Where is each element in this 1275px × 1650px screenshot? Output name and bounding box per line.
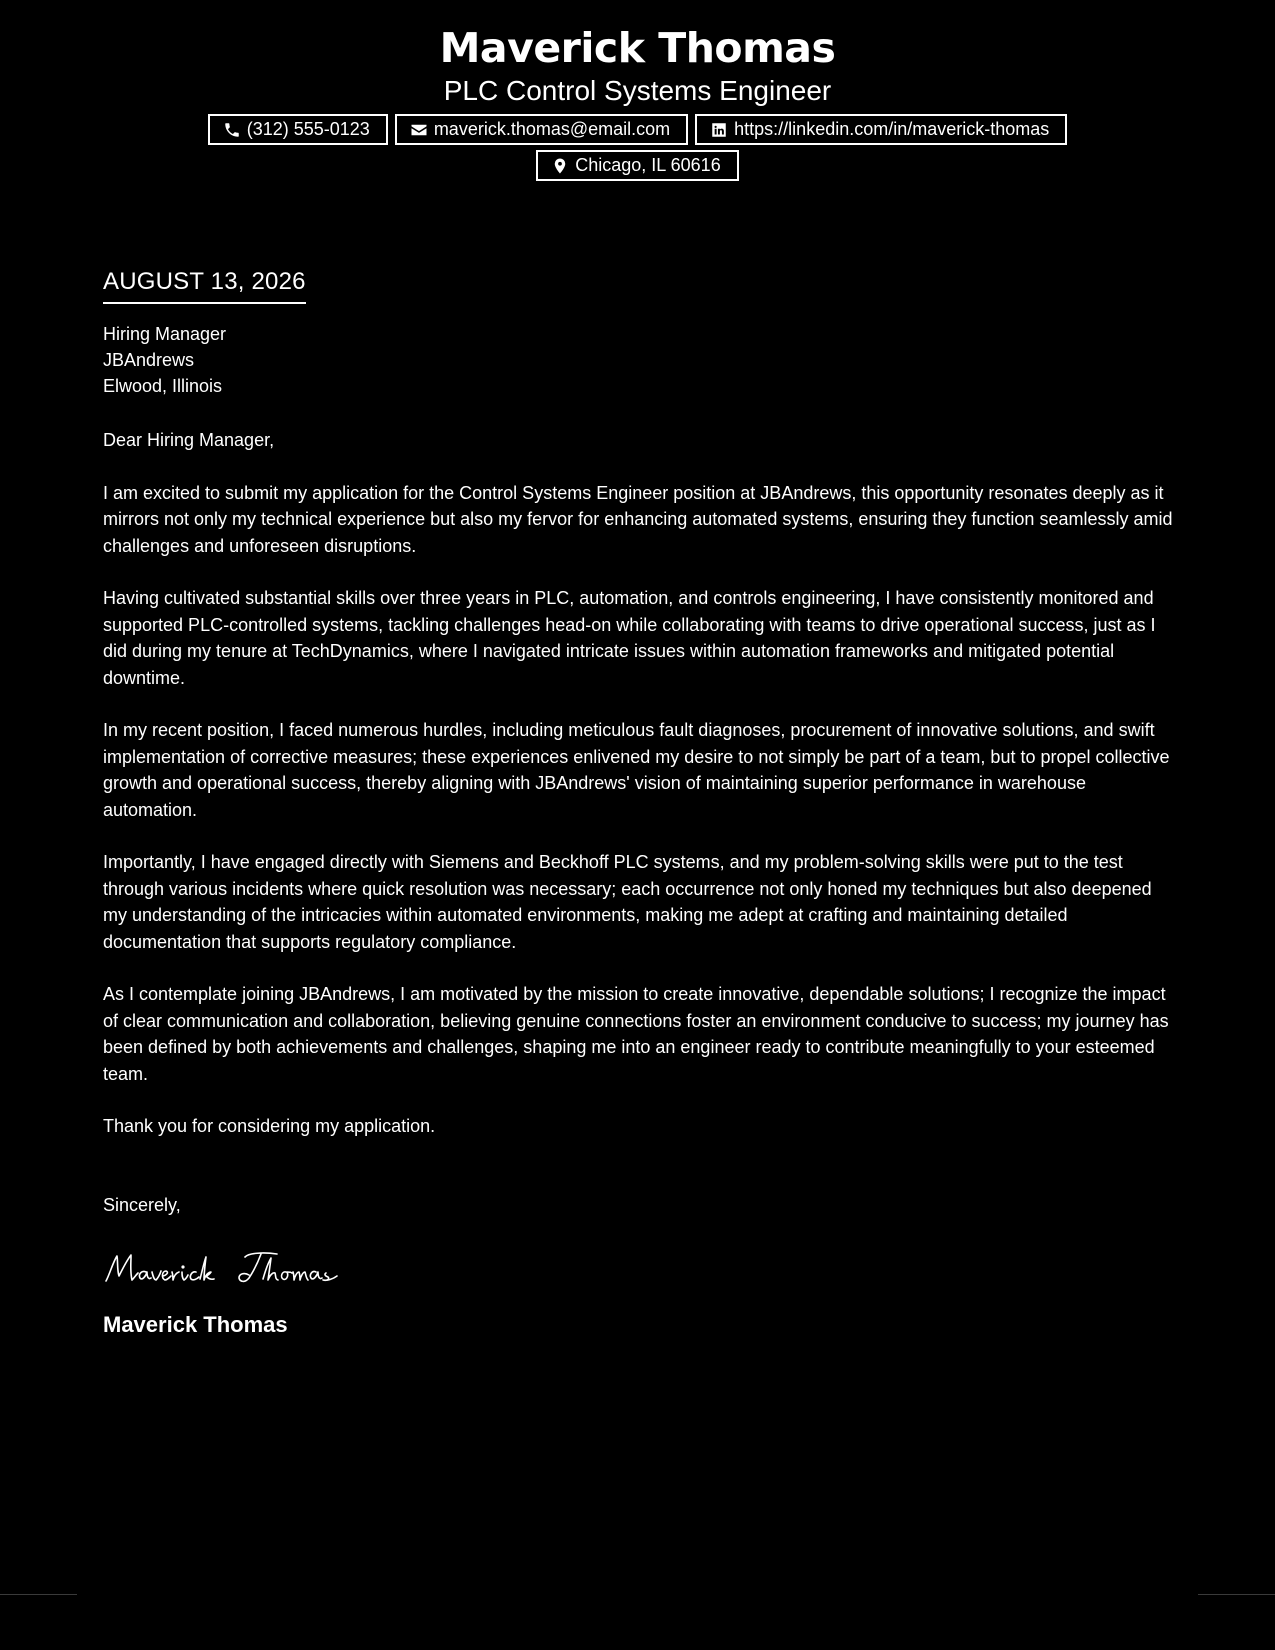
recipient-location: Elwood, Illinois [103,376,223,396]
letter-header [0,22,1275,181]
handwritten-signature [103,1248,365,1288]
applicant-name: Maverick Thomas [439,24,836,72]
recipient-block [103,321,1175,399]
paragraph: Importantly, I have engaged directly with Siemens and Beckhoff PLC systems, and my problem-solving skills were put to the test through various incidents where quick resolution was necessary; each occurrence not only honed my techniques but also deepened my understanding of the intricacies within automated environments, making me adept at crafting and maintaining detailed documentation that supports regulatory compliance. [103,852,1152,952]
envelope-icon [410,121,428,139]
footer-divider-left [0,1594,77,1595]
email-chip[interactable] [395,114,688,145]
location-chip [536,150,738,181]
linkedin-text: https://linkedin.com/in/maverick-thomas [734,119,1050,139]
contact-row-primary [0,114,1275,145]
signer-name: Maverick Thomas [103,1312,288,1337]
contact-row-secondary [0,150,1275,181]
phone-chip[interactable] [208,114,388,145]
recipient-company: JBAndrews [103,350,195,370]
footer-divider-right [1198,1594,1275,1595]
paragraph: Having cultivated substantial skills over three years in PLC, automation, and controls engineering, I have consistently monitored and supported PLC-controlled systems, tackling challenges head-on while collaborating with teams to drive operational success, just as I did during my tenure at TechDynamics, where I navigated intricate issues within automation frameworks and mitigated potential downtime. [103,588,1156,688]
linkedin-chip[interactable] [695,114,1067,145]
phone-text: (312) 555-0123 [246,119,370,139]
recipient-name: Hiring Manager [103,324,227,344]
signoff: Sincerely, [103,1194,181,1215]
closing-thanks: Thank you for considering my application. [103,1116,436,1136]
salutation: Dear Hiring Manager, [103,430,275,450]
map-pin-icon [551,157,569,175]
applicant-title: PLC Control Systems Engineer [443,75,832,106]
linkedin-icon [710,121,728,139]
phone-icon [223,121,241,139]
paragraph: As I contemplate joining JBAndrews, I am motivated by the mission to create innovative, dependable solutions; I recognize the impact of clear communication and collaboration, believing genuine connections foster an environment conducive to success; my journey has been defined by both achievements and challenges, shaping me into an engineer ready to contribute meaningfully to your esteemed team. [103,984,1169,1084]
letter-body [103,264,1175,1340]
location-text: Chicago, IL 60616 [575,155,721,175]
paragraph: In my recent position, I faced numerous hurdles, including meticulous fault diagnoses, procurement of innovative solutions, and swift implementation of corrective measures; these experiences enlivened my desire to not simply be part of a team, but to propel collective growth and operational success, thereby aligning with JBAndrews' vision of maintaining superior performance in warehouse automation. [103,720,1170,820]
paragraph: I am excited to submit my application for the Control Systems Engineer position at JBAndrews, this opportunity resonates deeply as it mirrors not only my technical experience but also my fervor for enhancing automated systems, ensuring they function seamlessly amid challenges and unforeseen disruptions. [103,482,1173,556]
signature-image [103,1248,365,1288]
email-text: maverick.thomas@email.com [433,119,671,139]
letter-date: AUGUST 13, 2026 [103,264,306,304]
